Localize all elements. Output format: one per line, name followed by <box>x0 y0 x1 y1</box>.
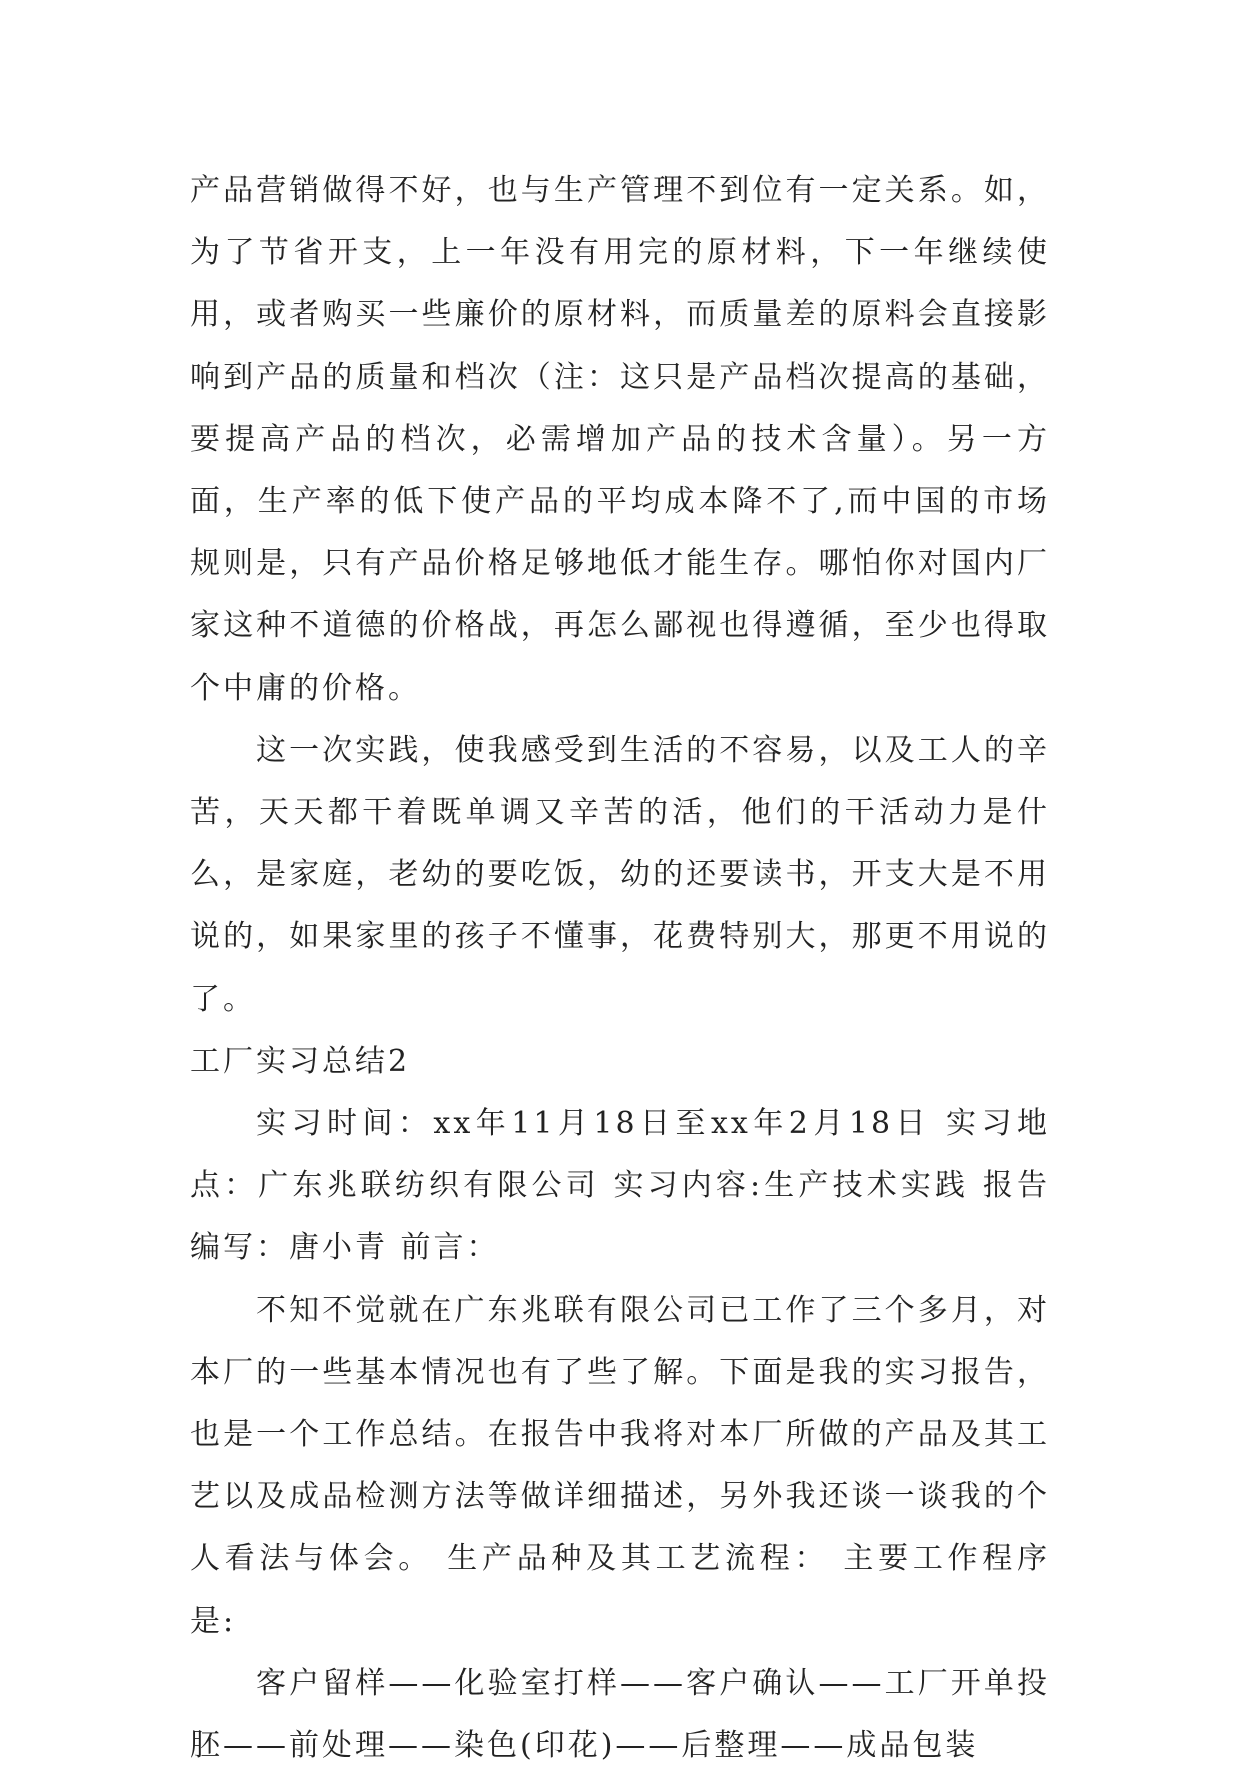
document-body <box>190 160 1050 1777</box>
paragraph-production-management: 产品营销做得不好，也与生产管理不到位有一定关系。如，为了节省开支，上一年没有用完的原材料，下一年继续使用，或者购买一些廉价的原材料，而质量差的原料会直接影响到产品的质量和档次（注：这只是产品档次提高的基础，要提高产品的档次，必需增加产品的技术含量）。另一方面，生产率的低下使产品的平均成本降不了,而中国的市场规则是，只有产品价格足够地低才能生存。哪怕你对国内厂家这种不道德的价格战，再怎么鄙视也得遵循，至少也得取个中庸的价格。 <box>190 173 1050 706</box>
paragraph-practice-reflection: 这一次实践，使我感受到生活的不容易，以及工人的辛苦，天天都干着既单调又辛苦的活，他们的干活动力是什么，是家庭，老幼的要吃饭，幼的还要读书，开支大是不用说的，如果家里的孩子不懂事，花费特别大，那更不用说的了。 <box>190 732 1050 1017</box>
section-title: 工厂实习总结2 <box>190 1043 411 1079</box>
paragraph-process-flow: 客户留样——化验室打样——客户确认——工厂开单投胚——前处理——染色(印花)——后整理——成品包装 <box>190 1665 1050 1764</box>
paragraph-introduction: 不知不觉就在广东兆联有限公司已工作了三个多月，对本厂的一些基本情况也有了些了解。下面是我的实习报告，也是一个工作总结。在报告中我将对本厂所做的产品及其工艺以及成品检测方法等做详细描述，另外我还谈一谈我的个人看法与体会。 生产品种及其工艺流程： 主要工作程序是: <box>190 1292 1050 1639</box>
paragraph-internship-info: 实习时间：xx年11月18日至xx年2月18日 实习地点：广东兆联纺织有限公司 实习内容:生产技术实践 报告编写：唐小青 前言： <box>190 1106 1050 1266</box>
